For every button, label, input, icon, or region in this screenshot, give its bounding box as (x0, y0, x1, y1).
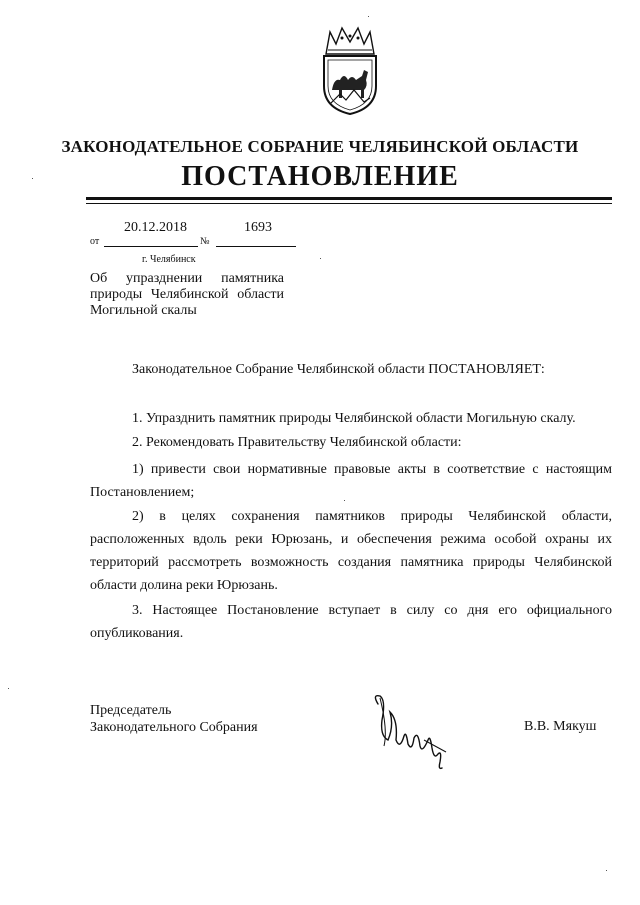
scan-speck (344, 500, 345, 501)
scan-speck (32, 178, 33, 179)
preamble: Законодательное Собрание Челябинской области ПОСТАНОВЛЯЕТ: (132, 362, 545, 377)
header-rule-thin (86, 203, 612, 204)
handwritten-signature-icon (368, 690, 448, 772)
document-number: 1693 (244, 220, 272, 235)
organization-title: ЗАКОНОДАТЕЛЬНОЕ СОБРАНИЕ ЧЕЛЯБИНСКОЙ ОБЛАСТИ (61, 137, 579, 156)
scan-speck (368, 16, 369, 17)
scan-speck (8, 688, 9, 689)
header-rule-thick (86, 197, 612, 200)
document-subject: Об упразднении памятника природы Челябинской области Могильной скалы (90, 271, 284, 318)
signatory-title-line-1: Председатель (90, 703, 172, 718)
resolution-item-3: 3. Настоящее Постановление вступает в силу со дня его официального опубликования. (90, 603, 612, 641)
date-underline (104, 246, 198, 247)
resolution-item-1: 1. Упразднить памятник природы Челябинской области Могильную скалу. (132, 411, 576, 426)
signatory-name: В.В. Мякуш (524, 719, 597, 734)
number-underline (216, 246, 296, 247)
city-label: г. Челябинск (142, 254, 196, 265)
coat-of-arms-icon (318, 24, 382, 116)
document-date: 20.12.2018 (124, 220, 187, 235)
signatory-title-line-2: Законодательного Собрания (90, 720, 258, 735)
from-label: от (90, 236, 100, 247)
resolution-subitem-2-2: 2) в целях сохранения памятников природы Челябинской области, расположенных вдоль реки Юрюзань, и обеспечения режима особой охраны их территорий рассмотреть возможность создания памятника природы Челябинской области долина реки Юрюзань. (90, 509, 612, 593)
scan-speck (606, 870, 607, 871)
number-label: № (200, 236, 210, 247)
document-type-title: ПОСТАНОВЛЕНИЕ (181, 161, 459, 192)
signatory-title (90, 702, 258, 736)
resolution-item-2: 2. Рекомендовать Правительству Челябинской области: (132, 435, 462, 450)
resolution-subitem-2-1: 1) привести свои нормативные правовые акты в соответствие с настоящим Постановлением; (90, 462, 612, 500)
scan-speck (320, 258, 321, 259)
